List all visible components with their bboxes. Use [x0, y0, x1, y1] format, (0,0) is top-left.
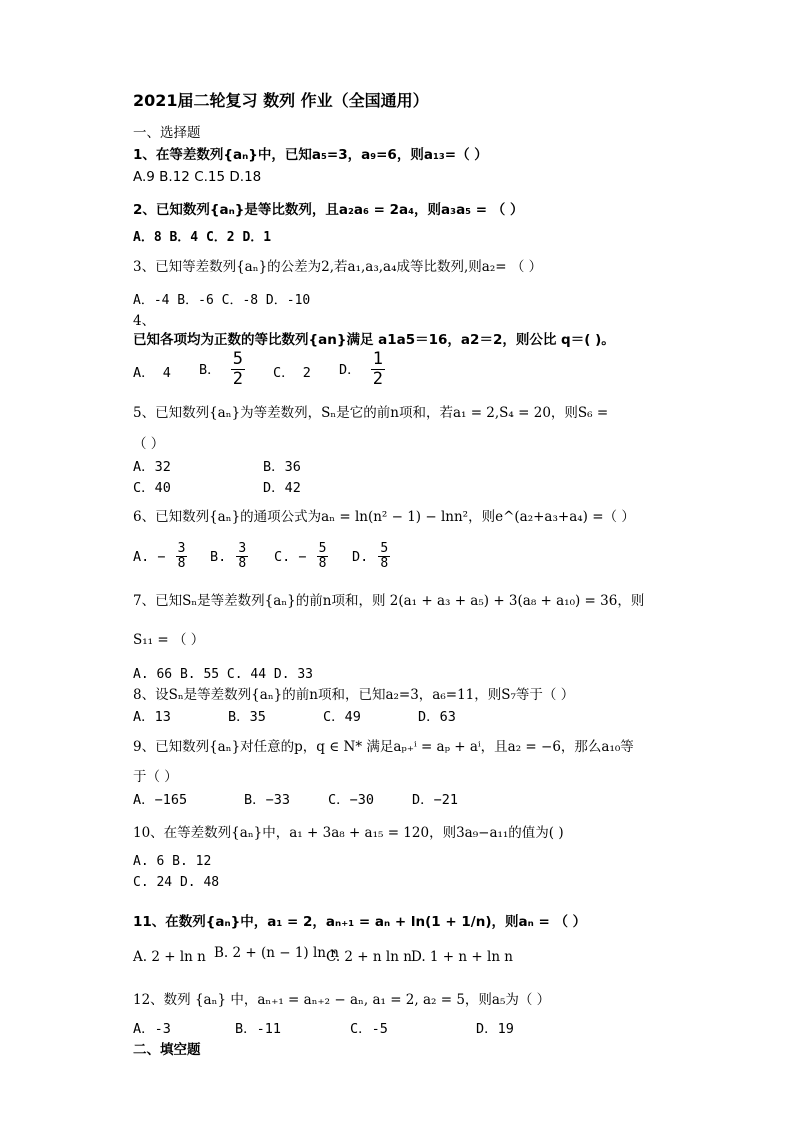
question-4-option-c: C． 2: [273, 365, 311, 381]
question-4-option-b: [199, 350, 247, 389]
question-1-stem: 1、在等差数列{aₙ}中，已知a₅=3，a₉=6，则a₁₃=（ ）: [133, 147, 488, 163]
question-1-options: A.9 B.12 C.15 D.18: [133, 169, 262, 185]
question-10-options-row2: C. 24 D. 48: [133, 875, 220, 890]
fraction-denominator: 8: [380, 556, 389, 571]
question-6-option-b-fraction: [236, 542, 248, 571]
fraction-numerator: 3: [238, 541, 247, 556]
question-10-options-row1: A. 6 B. 12: [133, 854, 212, 869]
fraction-denominator: 8: [238, 556, 247, 571]
fraction-denominator: 8: [318, 556, 327, 571]
fraction-numerator: 1: [372, 349, 384, 369]
question-4-option-b-label: B．: [199, 361, 221, 378]
question-5-option-d: D．42: [263, 480, 301, 496]
question-6-option-c: [274, 542, 330, 571]
fraction-numerator: 5: [232, 349, 244, 369]
question-6-option-a-label: A. −: [133, 548, 166, 565]
question-2-options: A．8 B．4 C．2 D．1: [133, 230, 272, 245]
question-4-option-a: A． 4: [133, 365, 171, 381]
fraction-numerator: 5: [318, 541, 327, 556]
question-6-option-b-label: B.: [210, 548, 227, 565]
page-title: 2021届二轮复习 数列 作业（全国通用）: [133, 91, 429, 110]
question-4-number: 4、: [133, 313, 156, 329]
question-8-option-d: D．63: [418, 709, 456, 725]
question-12-option-d: D．19: [476, 1021, 514, 1037]
question-9-stem: 9、已知数列{aₙ}对任意的p，q ∈ N* 满足aₚ₊ⁱ = aₚ + aⁱ，且a₂ = −6，那么a₁₀等: [133, 739, 634, 755]
question-11-option-d: D. 1 + n + ln n: [411, 949, 513, 965]
question-12-stem: 12、数列 {aₙ} 中，aₙ₊₁ = aₙ₊₂ − aₙ, a₁ = 2, a₂ = 5，则a₅为（ ）: [133, 992, 551, 1008]
question-5-option-a: A．32: [133, 459, 171, 475]
question-10-stem: 10、在等差数列{aₙ}中，a₁ + 3a₈ + a₁₅ = 120，则3a₉−a₁₁的值为( ): [133, 825, 564, 841]
question-7-stem: 7、已知Sₙ是等差数列{aₙ}的前n项和，则 2(a₁ + a₃ + a₅) + 3(a₈ + a₁₀) = 36，则: [133, 593, 645, 609]
question-6-option-b: [210, 542, 250, 571]
question-4-option-d: [339, 350, 387, 389]
question-4-option-b-fraction: [231, 350, 245, 389]
question-4-stem: 已知各项均为正数的等比数列{an}满足 a1a5＝16，a2＝2，则公比 q＝( )。: [133, 332, 615, 348]
question-9-option-b: B．−33: [244, 792, 291, 808]
fraction-numerator: 3: [177, 541, 186, 556]
question-11-option-c: C. 2 + n ln n: [326, 949, 412, 965]
question-11-option-b: B. 2 + (n − 1) ln n: [214, 945, 339, 961]
question-6-option-d-label: D.: [352, 548, 369, 565]
question-11-stem: 11、在数列{aₙ}中，a₁ = 2，aₙ₊₁ = aₙ + ln(1 + 1/n)，则aₙ = （ ）: [133, 914, 587, 930]
question-6-option-a-fraction: [176, 542, 188, 571]
fraction-denominator: 8: [177, 556, 186, 571]
section-choice-heading: 一、选择题: [133, 125, 201, 141]
question-6-option-d: [352, 542, 392, 571]
fraction-denominator: 2: [372, 369, 384, 389]
question-4-option-d-label: D．: [339, 361, 361, 378]
question-6-stem: 6、已知数列{aₙ}的通项公式为aₙ = ln(n² − 1) − lnn²，则e^(a₂+a₃+a₄) =（ ）: [133, 509, 635, 525]
question-9-option-d: D．−21: [412, 792, 459, 808]
question-7-options: A. 66 B. 55 C. 44 D. 33: [133, 667, 314, 682]
fraction-denominator: 2: [232, 369, 244, 389]
question-8-option-c: C．49: [323, 709, 361, 725]
question-5-option-c: C．40: [133, 480, 171, 496]
question-12-option-a: A．-3: [133, 1021, 171, 1037]
question-12-option-b: B．-11: [235, 1021, 282, 1037]
question-3-options: A．-4 B．-6 C．-8 D．-10: [133, 293, 311, 308]
question-12-option-c: C．-5: [350, 1021, 388, 1037]
question-8-stem: 8、设Sₙ是等差数列{aₙ}的前n项和，已知a₂=3，a₆=11，则S₇等于（ ）: [133, 687, 575, 703]
question-4-option-d-fraction: [371, 350, 385, 389]
question-6-option-d-fraction: [378, 542, 390, 571]
section-fill-heading: 二、填空题: [133, 1042, 201, 1058]
question-7-continuation: S₁₁ = （ ）: [133, 632, 205, 648]
question-3-stem: 3、已知等差数列{aₙ}的公差为2,若a₁,a₃,a₄成等比数列,则a₂= （ ）: [133, 259, 543, 275]
question-6-option-a: [133, 542, 189, 571]
question-6-option-c-label: C. −: [274, 548, 307, 565]
fraction-numerator: 5: [380, 541, 389, 556]
question-5-continuation: （ ）: [133, 436, 165, 452]
question-9-option-c: C．−30: [328, 792, 375, 808]
question-11-option-a: A. 2 + ln n: [133, 949, 206, 965]
question-6-option-c-fraction: [317, 542, 329, 571]
question-8-option-b: B．35: [228, 709, 266, 725]
question-9-option-a: A．−165: [133, 792, 188, 808]
question-9-continuation: 于（ ）: [133, 769, 178, 785]
question-8-option-a: A．13: [133, 709, 171, 725]
question-2-stem: 2、已知数列{aₙ}是等比数列，且a₂a₆ = 2a₄，则a₃a₅ = （ ）: [133, 202, 524, 218]
question-5-stem: 5、已知数列{aₙ}为等差数列，Sₙ是它的前n项和，若a₁ = 2,S₄ = 20，则S₆ =: [133, 405, 609, 421]
question-5-option-b: B．36: [263, 459, 301, 475]
